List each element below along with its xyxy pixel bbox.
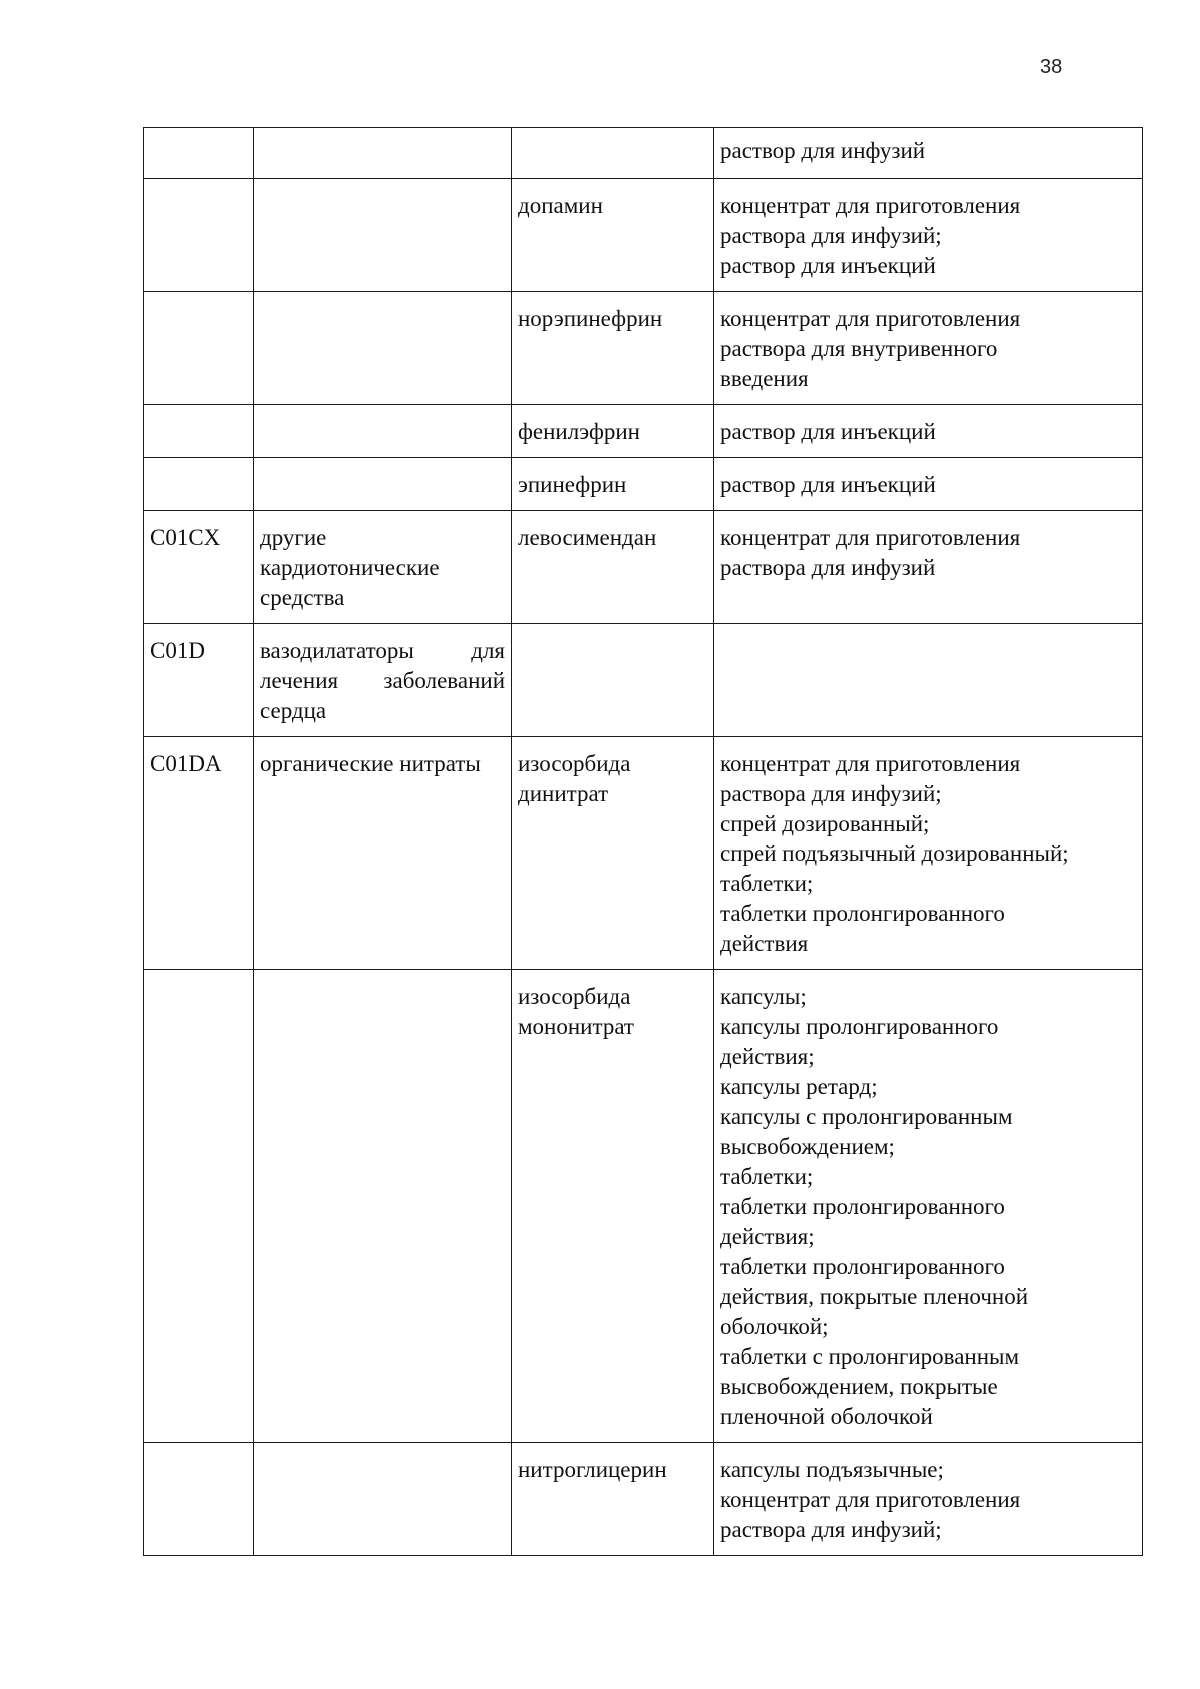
substance-cell: фенилэфрин	[512, 405, 714, 458]
dosage-forms-cell	[714, 405, 1143, 458]
table-row	[144, 292, 1143, 405]
dosage-form-line: раствор для инъекций	[720, 419, 936, 444]
dosage-form-line: таблетки;	[720, 871, 814, 896]
group-cell: органические нитраты	[254, 737, 512, 970]
dosage-form-line: таблетки с пролонгированным	[720, 1344, 1020, 1369]
table-row	[144, 128, 1143, 179]
dosage-form-line: действия, покрытые пленочной	[720, 1284, 1029, 1309]
dosage-form-line: таблетки;	[720, 1164, 814, 1189]
dosage-form-line: высвобождением, покрытые	[720, 1374, 998, 1399]
atc-code-cell	[144, 292, 254, 405]
drug-classification-table	[143, 127, 1143, 1556]
group-cell	[254, 970, 512, 1443]
dosage-forms-cell	[714, 737, 1143, 970]
dosage-form-line: раствора для инфузий;	[720, 781, 942, 806]
dosage-form-line: пленочной оболочкой	[720, 1404, 933, 1429]
dosage-form-line: капсулы пролонгированного	[720, 1014, 999, 1039]
dosage-forms-cell	[714, 624, 1143, 737]
atc-code-cell: C01CX	[144, 511, 254, 624]
dosage-form-line: раствор для инфузий	[720, 138, 926, 163]
table-row	[144, 511, 1143, 624]
substance-cell: изосорбида мононитрат	[512, 970, 714, 1443]
atc-code-cell	[144, 128, 254, 179]
dosage-form-line: спрей подъязычный дозированный;	[720, 841, 1069, 866]
dosage-form-line: капсулы подъязычные;	[720, 1457, 944, 1482]
page-number: 38	[1040, 56, 1063, 78]
dosage-form-line: действия	[720, 931, 809, 956]
group-cell	[254, 405, 512, 458]
substance-cell: эпинефрин	[512, 458, 714, 511]
table-row	[144, 737, 1143, 970]
group-cell	[254, 292, 512, 405]
atc-code-cell	[144, 179, 254, 292]
dosage-forms-cell	[714, 511, 1143, 624]
table-row	[144, 405, 1143, 458]
dosage-form-line: раствора для инфузий;	[720, 223, 942, 248]
dosage-form-line: высвобождением;	[720, 1134, 895, 1159]
dosage-forms-cell	[714, 458, 1143, 511]
substance-cell: изосорбида динитрат	[512, 737, 714, 970]
dosage-form-line: таблетки пролонгированного	[720, 901, 1005, 926]
atc-code-cell	[144, 970, 254, 1443]
dosage-form-line: действия;	[720, 1044, 815, 1069]
substance-cell: левосимендан	[512, 511, 714, 624]
dosage-forms-cell	[714, 970, 1143, 1443]
dosage-form-line: капсулы;	[720, 984, 807, 1009]
dosage-form-line: действия;	[720, 1224, 815, 1249]
table-row	[144, 458, 1143, 511]
substance-cell	[512, 128, 714, 179]
dosage-forms-cell	[714, 1443, 1143, 1556]
substance-cell: норэпинефрин	[512, 292, 714, 405]
atc-code-cell	[144, 405, 254, 458]
table-row	[144, 970, 1143, 1443]
dosage-form-line: концентрат для приготовления	[720, 306, 1021, 331]
atc-code-cell: C01D	[144, 624, 254, 737]
dosage-form-line: спрей дозированный;	[720, 811, 930, 836]
dosage-form-line: введения	[720, 366, 809, 391]
substance-cell: допамин	[512, 179, 714, 292]
dosage-form-line: раствора для инфузий	[720, 555, 936, 580]
table-row	[144, 1443, 1143, 1556]
dosage-form-line: концентрат для приготовления	[720, 193, 1021, 218]
dosage-forms-cell	[714, 128, 1143, 179]
dosage-form-line: оболочкой;	[720, 1314, 829, 1339]
group-cell	[254, 128, 512, 179]
dosage-form-line: капсулы ретард;	[720, 1074, 878, 1099]
dosage-form-line: таблетки пролонгированного	[720, 1194, 1005, 1219]
atc-code-cell: C01DA	[144, 737, 254, 970]
dosage-form-line: раствора для внутривенного	[720, 336, 998, 361]
group-cell: другие кардиотонические средства	[254, 511, 512, 624]
group-cell: вазодилататоры для лечения заболеваний сердца	[254, 624, 512, 737]
dosage-forms-cell	[714, 292, 1143, 405]
dosage-forms-cell	[714, 179, 1143, 292]
table-body	[144, 128, 1143, 1556]
group-cell	[254, 1443, 512, 1556]
group-cell	[254, 179, 512, 292]
dosage-form-line: концентрат для приготовления	[720, 1487, 1021, 1512]
table-row	[144, 624, 1143, 737]
group-cell	[254, 458, 512, 511]
substance-cell: нитроглицерин	[512, 1443, 714, 1556]
dosage-form-line: раствор для инъекций	[720, 253, 936, 278]
dosage-form-line: капсулы с пролонгированным	[720, 1104, 1013, 1129]
dosage-form-line: таблетки пролонгированного	[720, 1254, 1005, 1279]
dosage-form-line: раствора для инфузий;	[720, 1517, 942, 1542]
substance-cell	[512, 624, 714, 737]
atc-code-cell	[144, 1443, 254, 1556]
table-row	[144, 179, 1143, 292]
dosage-form-line: концентрат для приготовления	[720, 751, 1021, 776]
atc-code-cell	[144, 458, 254, 511]
dosage-form-line: раствор для инъекций	[720, 472, 936, 497]
dosage-form-line: концентрат для приготовления	[720, 525, 1021, 550]
